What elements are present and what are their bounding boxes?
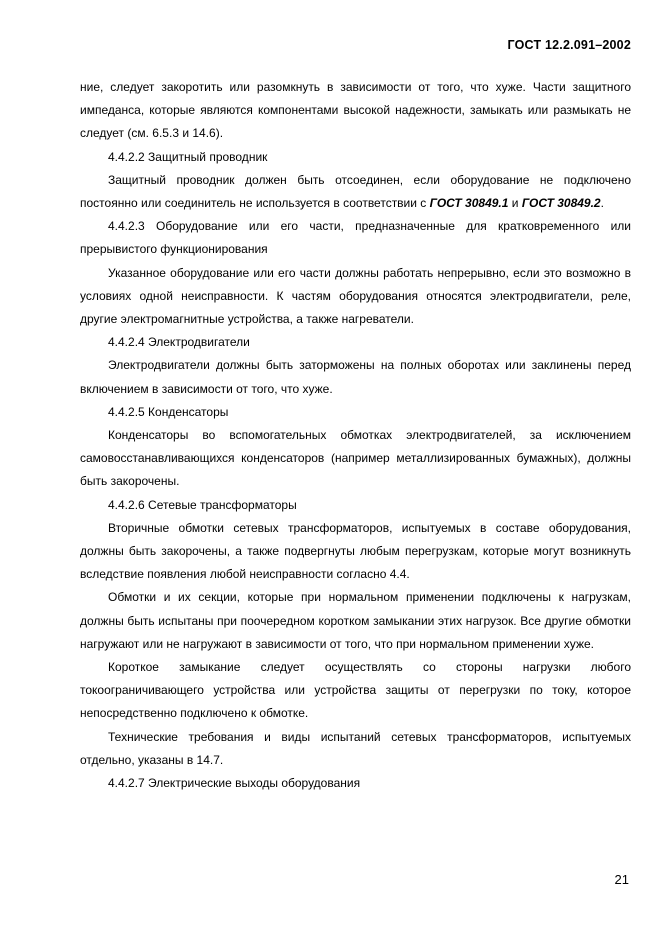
paragraph-capacitors: Конденсаторы во вспомогательных обмотках электродвигателей, за исключением самовосстанавливающихся конденсаторов (например металлизированных бумажных), должны быть закорочены. [80,428,631,489]
paragraph-technical-requirements: Технические требования и виды испытаний сетевых трансформаторов, испытуемых отдельно, указаны в 14.7. [80,729,631,767]
section-heading-4-4-2-3: 4.4.2.3 Оборудование или его части, предназначенные для кратковременного или прерывистого функционирования [80,219,631,257]
paragraph-protective-conductor [80,169,631,215]
paragraph-short-circuit: Короткое замыкание следует осуществлять со стороны нагрузки любого токоограничивающего устройства или устройства защиты от перегрузки по току, которое непосредственно подключено к обмотке. [80,660,631,721]
paragraph-text: и [508,196,522,211]
paragraph-secondary-windings: Вторичные обмотки сетевых трансформаторов, испытуемых в составе оборудования, должны быть закорочены, а также подвергнуты любым перегрузкам, которые могут возникнуть вследствие появления любой неисправности согласно 4.4. [80,520,631,582]
section-heading-4-4-2-5: 4.4.2.5 Конденсаторы [108,404,229,419]
paragraph-short-term-equipment: Указанное оборудование или его части должны работать непрерывно, если это возможно в условиях одной неисправности. К частям оборудования относятся электродвигатели, реле, другие электромагнитные устройства, а также нагреватели. [80,265,631,327]
section-heading-4-4-2-4: 4.4.2.4 Электродвигатели [108,335,250,350]
paragraph-motors: Электродвигатели должны быть заторможены на полных оборотах или заклинены перед включением в зависимости от того, что хуже. [80,358,631,396]
section-heading-4-4-2-2: 4.4.2.2 Защитный проводник [108,149,268,164]
standard-reference-1: ГОСТ 30849.1 [429,196,509,211]
section-heading-4-4-2-7: 4.4.2.7 Электрические выходы оборудования [108,776,361,791]
section-heading-4-4-2-6: 4.4.2.6 Сетевые трансформаторы [108,497,297,512]
page-number: 21 [614,872,629,887]
document-id-header: ГОСТ 12.2.091–2002 [507,38,631,52]
paragraph-continued: ние, следует закоротить или разомкнуть в зависимости от того, что хуже. Части защитного импеданса, которые являются компонентами высокой надежности, замыкать или размыкать не следует (см. 6.5.3 и 14.6). [80,80,631,141]
document-body [80,76,631,795]
standard-reference-2: ГОСТ 30849.2 [521,196,601,211]
paragraph-windings-sections: Обмотки и их секции, которые при нормальном применении подключены к нагрузкам, должны быть испытаны при поочередном коротком замыкании этих нагрузок. Все другие обмотки нагружают или не нагружают в зависимости от того, что при нормальном применении хуже. [80,590,631,651]
paragraph-text: Защитный проводник должен быть отсоединен, если оборудование не подключено постоянно или соединитель не используется в соответствии с [80,172,631,211]
paragraph-text: . [600,196,604,211]
